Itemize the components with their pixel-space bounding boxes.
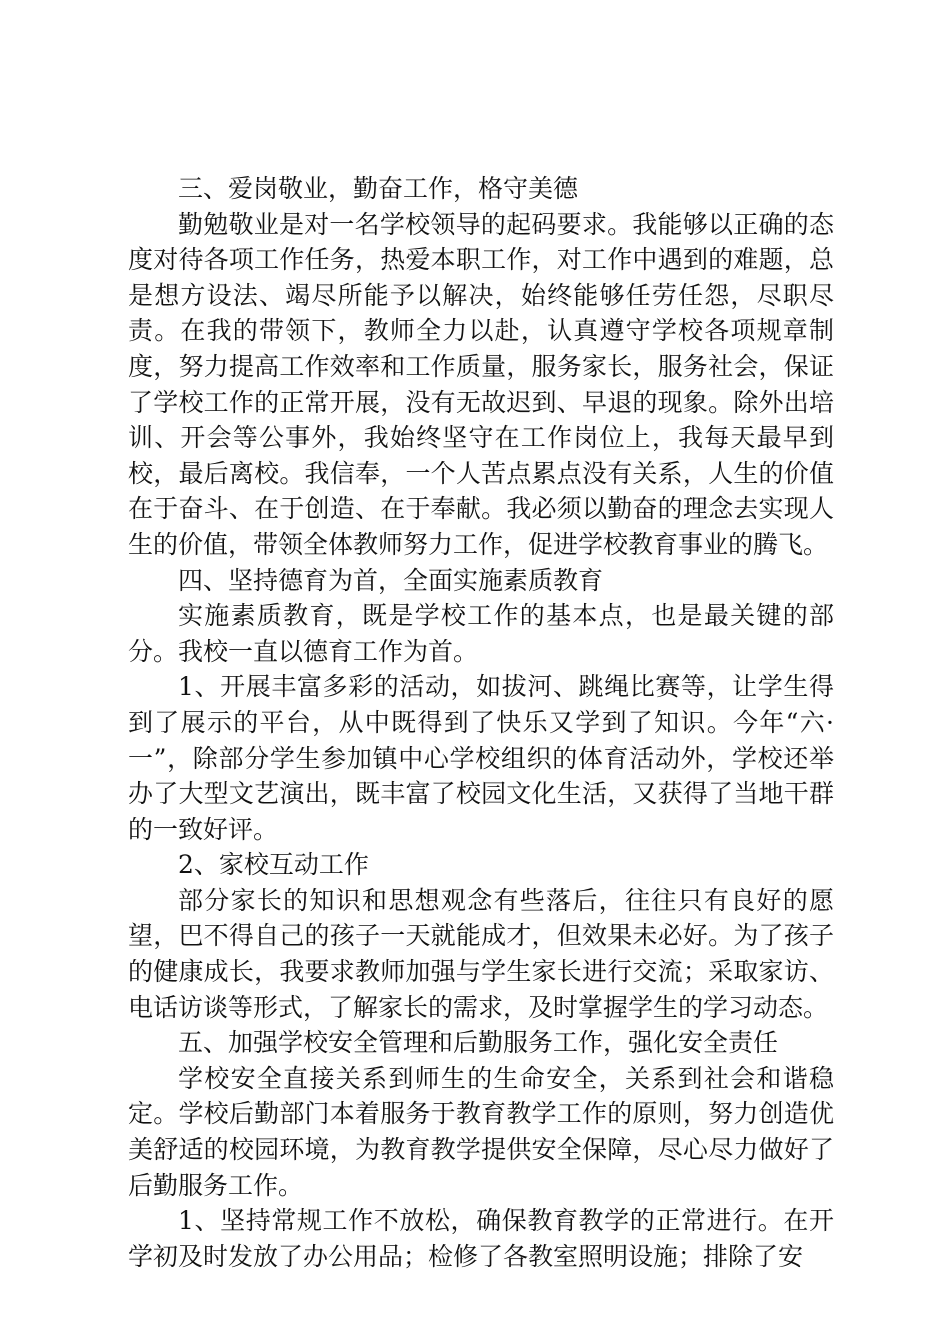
body-paragraph: 部分家长的知识和思想观念有些落后，往往只有良好的愿望，巴不得自己的孩子一天就能成才，但效果未必好。为了孩子的健康成长，我要求教师加强与学生家长进行交流；采取家访、电话访谈等形式，了解家长的需求，及时掌握学生的学习动态。 — [128, 885, 834, 1022]
body-paragraph: 实施素质教育，既是学校工作的基本点，也是最关键的部分。我校一直以德育工作为首。 — [128, 601, 834, 666]
subsection-heading: 2、家校互动工作 — [178, 850, 369, 880]
body-paragraph: 勤勉敬业是对一名学校领导的起码要求。我能够以正确的态度对待各项工作任务，热爱本职工作，对工作中遇到的难题，总是想方设法、竭尽所能予以解决，始终能够任劳任怨，尽职尽责。在我的带领下，教师全力以赴，认真遵守学校各项规章制度，努力提高工作效率和工作质量，服务家长，服务社会，保证了学校工作的正常开展，没有无故迟到、早退的现象。除外出培训、开会等公事外，我始终坚守在工作岗位上，我每天最早到校，最后离校。我信奉，一个人苦点累点没有关系，人生的价值在于奋斗、在于创造、在于奉献。我必须以勤奋的理念去实现人生的价值，带领全体教师努力工作，促进学校教育事业的腾飞。 — [128, 209, 834, 559]
body-paragraph: 1、坚持常规工作不放松，确保教育教学的正常进行。在开学初及时发放了办公用品；检修了各教室照明设施；排除了安 — [128, 1206, 834, 1271]
body-paragraph: 学校安全直接关系到师生的生命安全，关系到社会和谐稳定。学校后勤部门本着服务于教育教学工作的原则，努力创造优美舒适的校园环境，为教育教学提供安全保障，尽心尽力做好了后勤服务工作。 — [128, 1063, 834, 1200]
document-body — [128, 171, 834, 1274]
body-paragraph: 1、开展丰富多彩的活动，如拔河、跳绳比赛等，让学生得到了展示的平台，从中既得到了快乐又学到了知识。今年“六·一”，除部分学生参加镇中心学校组织的体育活动外，学校还举办了大型文艺演出，既丰富了校园文化生活，又获得了当地干群的一致好评。 — [128, 672, 834, 844]
section-heading-4: 四、坚持德育为首，全面实施素质教育 — [178, 565, 604, 595]
section-heading-5: 五、加强学校安全管理和后勤服务工作，强化安全责任 — [178, 1028, 779, 1058]
section-heading-3: 三、爱岗敬业，勤奋工作，格守美德 — [178, 174, 579, 203]
